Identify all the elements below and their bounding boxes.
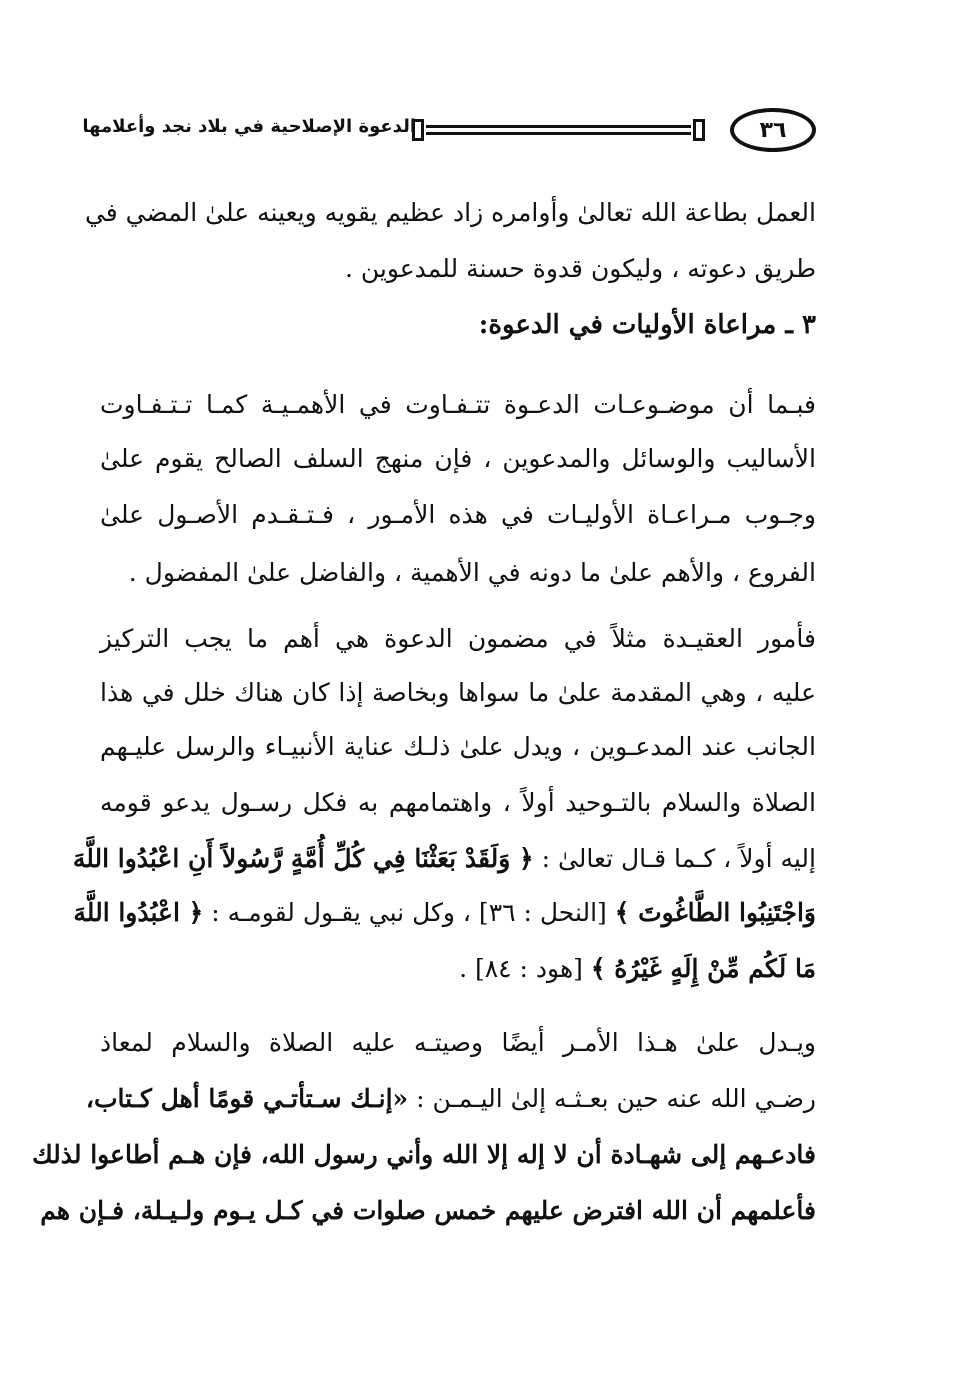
quran-verse-1-end: وَاجْتَنِبُوا الطَّاغُوتَ ﴾ <box>614 898 816 927</box>
text-line-10: الجانب عند المدعـوين ، ويدل علىٰ ذلـك عناية الأنبيـاء والرسل عليـهم <box>100 732 816 761</box>
text-line-5: الأساليب والوسائل والمدعوين ، فإن منهج السلف الصالح يقوم علىٰ <box>100 444 816 473</box>
quran-verse-2: ﴿ اعْبُدُوا اللَّهَ <box>73 898 204 927</box>
hadith-text-start: «إنـك سـتأتـي قومًا أهل كـتاب، <box>85 1084 409 1113</box>
text-line-14 <box>100 942 816 996</box>
text-line-16 <box>85 1072 816 1126</box>
quran-verse-2-end: مَا لَكُم مِّنْ إِلَهٍ غَيْرُهُ ﴾ <box>590 954 816 983</box>
verse-reference-hud: [هود : ٨٤] . <box>459 954 591 983</box>
running-header <box>82 104 816 160</box>
hadith-text-line-2: فادعـهم إلى شهـادة أن لا إله إلا الله وأني رسول الله، فإن هـم أطاعوا لذلك <box>32 1140 816 1169</box>
text-line-12 <box>72 832 816 886</box>
text-line-16-part-a: رضـي الله عنه حين بعـثـه إلىٰ اليـمـن : <box>408 1084 816 1113</box>
text-line-7: الفروع ، والأهم علىٰ ما دونه في الأهمية ، والفاضل علىٰ المفضول . <box>128 558 816 587</box>
running-title: الدعوة الإصلاحية في بلاد نجد وأعلامها <box>82 116 416 137</box>
text-line-12-part-a: إليه أولاً ، كـما قـال تعالىٰ : <box>533 844 816 873</box>
hadith-text-line-3: فأعلمهم أن الله افترض عليهم خمس صلوات في كـل يـوم ولـيـلة، فـإن هم <box>40 1196 816 1225</box>
rule-double-line <box>426 125 691 135</box>
ornamental-rule <box>406 122 711 138</box>
text-line-8: فأمور العقيـدة مثلاً في مضمون الدعوة هي أهم ما يجب التركيز <box>100 624 816 653</box>
page-number-badge <box>730 108 816 152</box>
page-number: ٣٦ <box>759 117 787 143</box>
quran-verse-1: ﴿ وَلَقَدْ بَعَثْنَا فِي كُلِّ أُمَّةٍ رَّسُولاً أَنِ اعْبُدُوا اللَّهَ <box>72 844 534 873</box>
rule-end-ornament-right <box>693 119 705 141</box>
text-line-9: عليه ، وهي المقدمة علىٰ ما سواها وبخاصة إذا كان هناك خلل في هذا <box>100 678 817 707</box>
text-line-13 <box>73 886 816 940</box>
text-line-6: وجـوب مـراعـاة الأوليـات في هذه الأمـور ، فـتـقـدم الأصـول علىٰ <box>100 500 816 529</box>
text-line-2: طريق دعوته ، وليكون قدوة حسنة للمدعوين . <box>344 254 816 283</box>
text-line-11: الصلاة والسلام بالتـوحيد أولاً ، واهتمامهم به فكل رسـول يدعو قومه <box>100 788 816 817</box>
text-line-15: ويـدل علىٰ هـذا الأمـر أيضًا وصيتـه عليه الصلاة والسلام لمعاذ <box>100 1028 816 1057</box>
section-heading: ٣ ـ مراعاة الأوليات في الدعوة: <box>478 310 816 340</box>
text-line-13-part-b: [النحل : ٣٦] ، وكل نبي يقـول لقومـه : <box>203 898 615 927</box>
text-line-4: فبـما أن موضـوعـات الدعـوة تتـفـاوت في الأهمـيـة كمـا تـتـفـاوت <box>100 390 816 419</box>
text-line-1: العمل بطاعة الله تعالىٰ وأوامره زاد عظيم يقويه ويعينه علىٰ المضي في <box>84 198 816 227</box>
